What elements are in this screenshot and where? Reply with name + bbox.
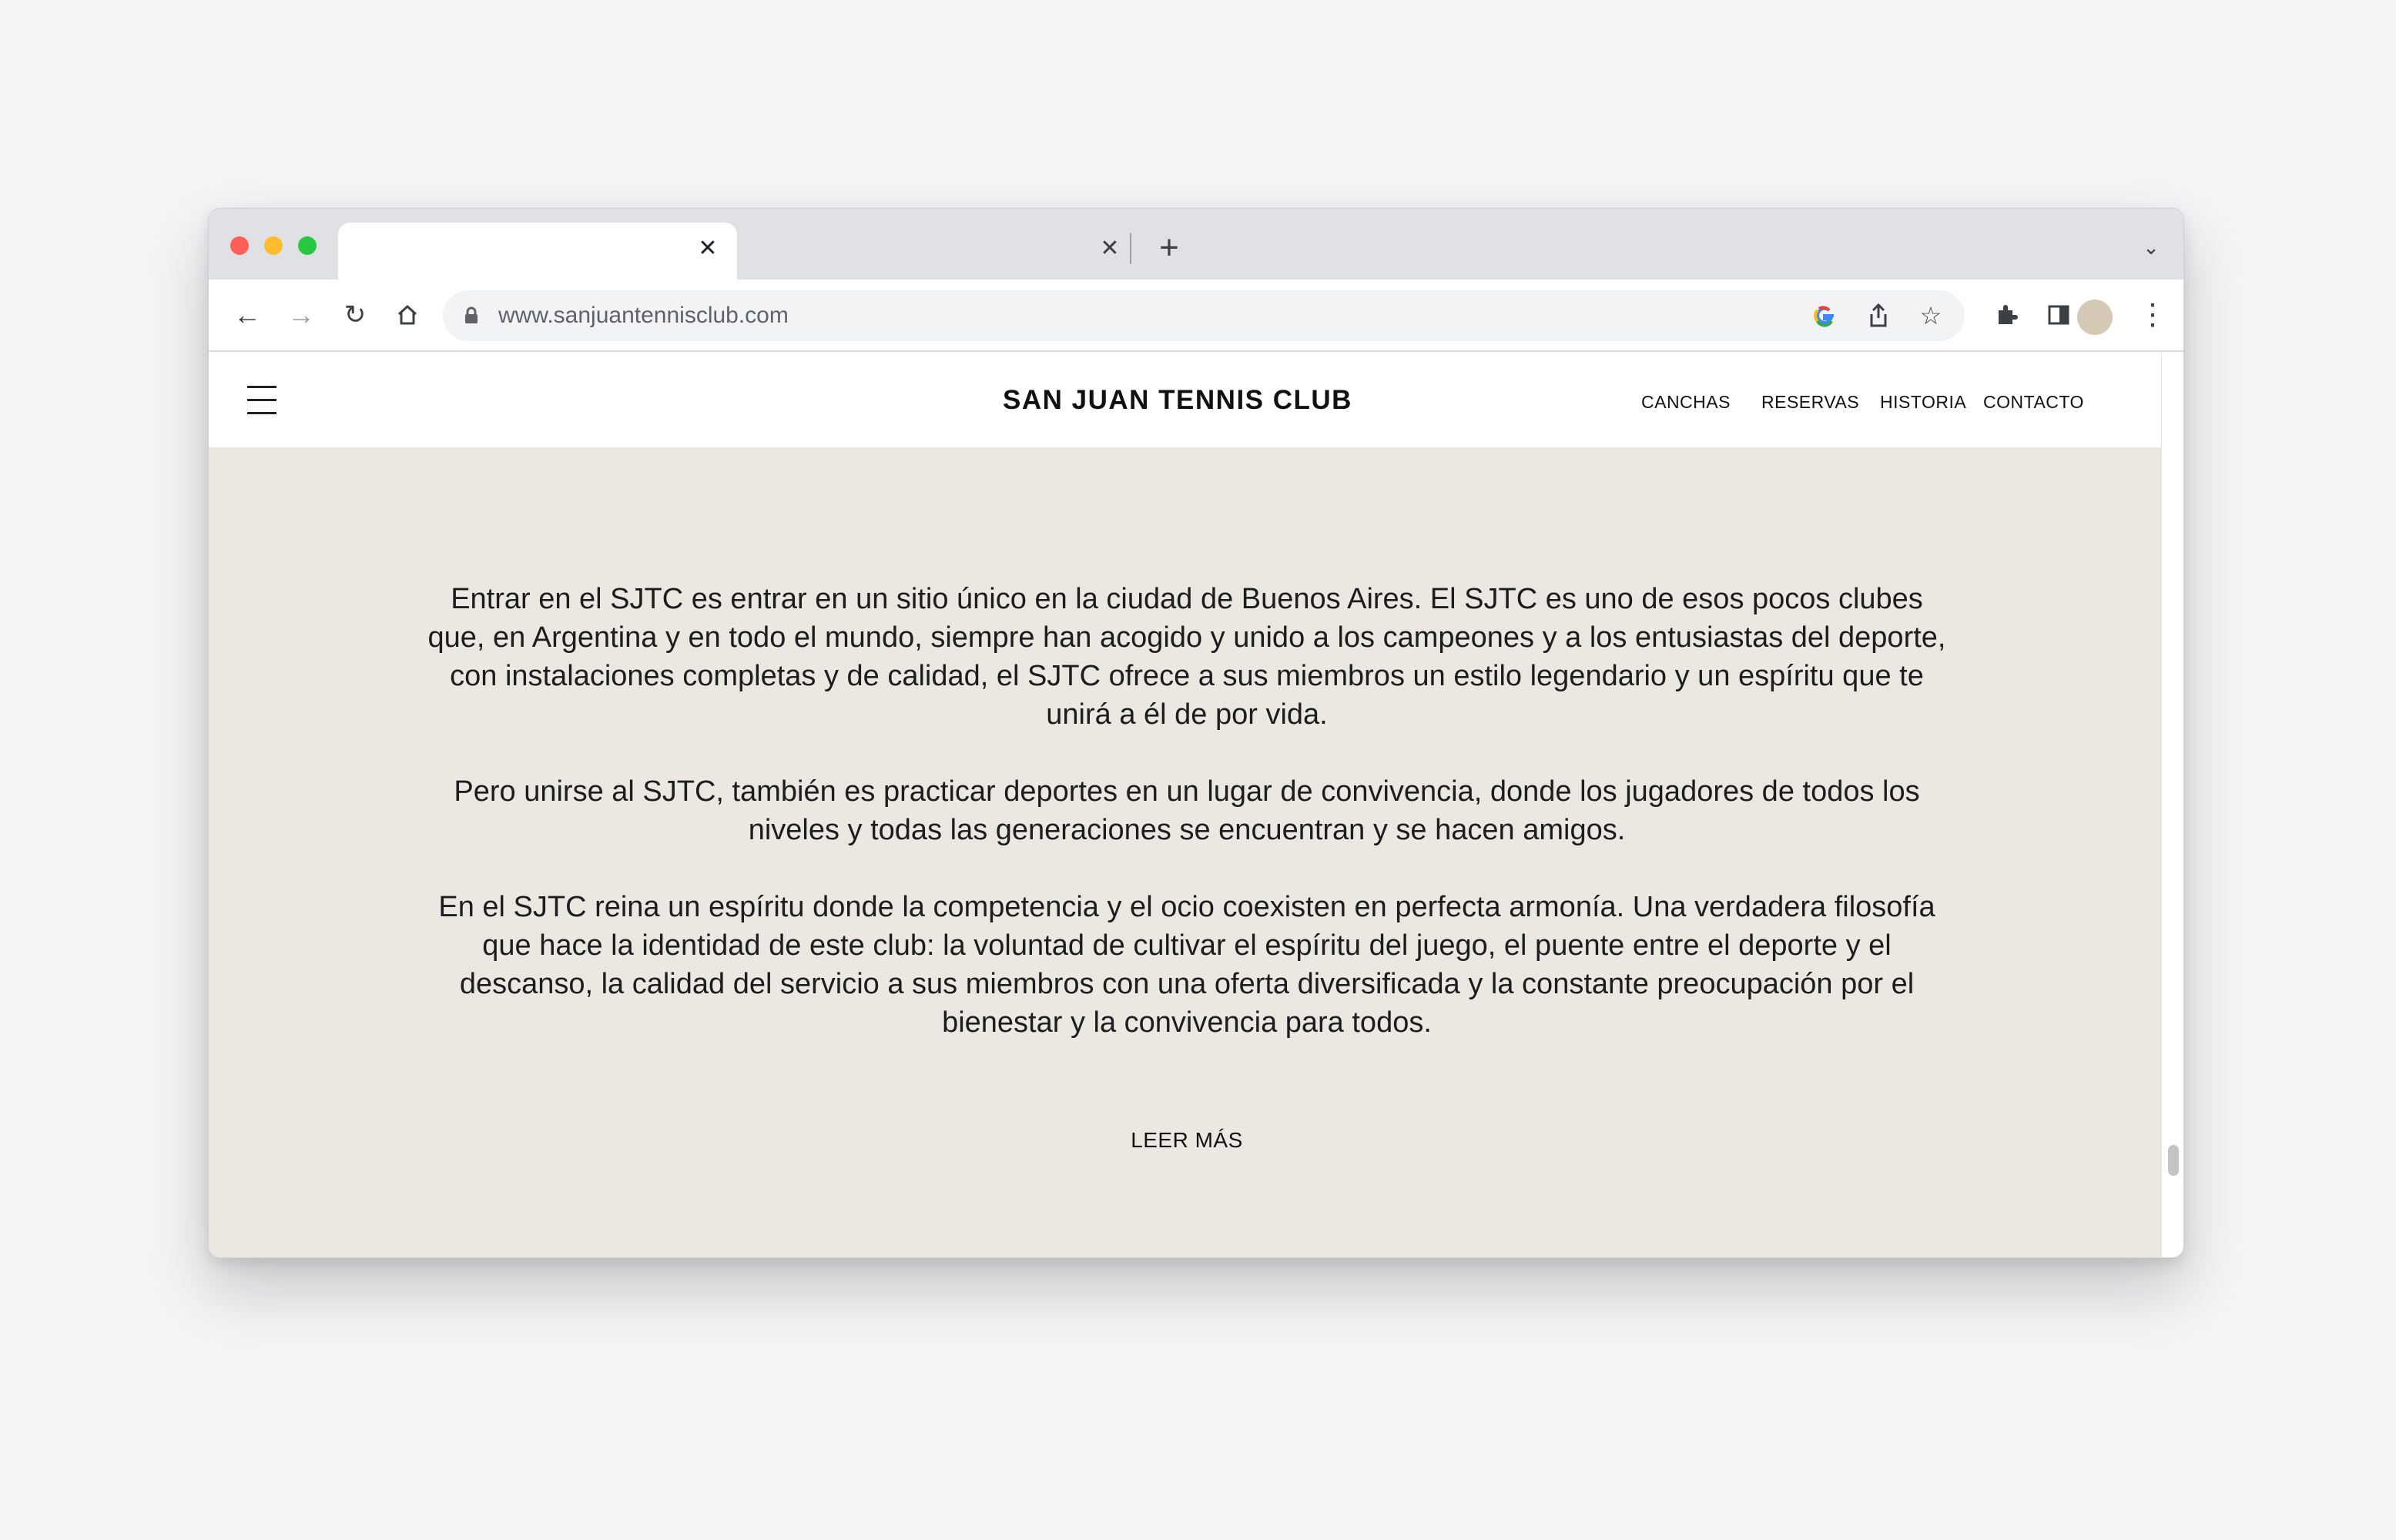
tab-separator xyxy=(1130,233,1131,264)
scrollbar[interactable] xyxy=(2161,352,2183,1257)
reload-icon[interactable]: ↻ xyxy=(343,300,367,330)
close-window-button[interactable] xyxy=(230,236,249,255)
url-text[interactable]: www.sanjuantennisclub.com xyxy=(498,303,789,328)
browser-toolbar xyxy=(209,280,2183,352)
browser-window xyxy=(208,208,2184,1258)
paragraph: Entrar en el SJTC es entrar en un sitio único en la ciudad de Buenos Aires. El SJTC es uno de esos pocos clubes que, en Argentina y en todo el mundo, siempre han acogido y unido a los campeones y a los entusiastas del deporte, con instalaciones completas y de calidad, el SJTC ofrece a sus miembros un estilo legendario y un espíritu que te unirá a él de por vida. xyxy=(427,583,1946,731)
maximize-window-button[interactable] xyxy=(298,236,317,255)
tab-strip xyxy=(209,209,2183,280)
home-icon[interactable] xyxy=(389,296,426,333)
site-title[interactable]: SAN JUAN TENNIS CLUB xyxy=(1003,385,1352,415)
back-arrow-icon[interactable]: ← xyxy=(233,299,261,330)
more-menu-icon[interactable]: ⋮ xyxy=(2138,299,2167,331)
intro-text xyxy=(424,580,1949,1080)
site-header xyxy=(209,352,2162,447)
profile-avatar[interactable] xyxy=(2077,300,2113,335)
forward-arrow-icon[interactable]: → xyxy=(287,299,315,330)
lock-icon[interactable] xyxy=(461,306,481,326)
nav-link-reservas[interactable]: RESERVAS xyxy=(1761,392,1860,412)
side-panel-icon[interactable] xyxy=(2040,296,2077,333)
minimize-window-button[interactable] xyxy=(264,236,283,255)
close-tab-icon[interactable]: ✕ xyxy=(698,236,718,261)
nav-link-contacto[interactable]: CONTACTO xyxy=(1983,392,2084,412)
scrollbar-thumb[interactable] xyxy=(2168,1145,2179,1176)
tab-search-chevron-icon[interactable]: ⌄ xyxy=(2143,236,2160,259)
new-tab-button[interactable]: + xyxy=(1159,229,1179,266)
hamburger-menu-icon[interactable] xyxy=(247,386,276,415)
nav-link-canchas[interactable]: CANCHAS xyxy=(1641,392,1731,412)
paragraph: Pero unirse al SJTC, también es practicar deportes en un lugar de convivencia, donde los jugadores de todos los niveles y todas las generaciones se encuentran y se hacen amigos. xyxy=(454,775,1920,846)
page-viewport xyxy=(209,352,2162,1257)
google-lens-icon[interactable] xyxy=(1806,297,1843,334)
address-bar[interactable] xyxy=(443,290,1965,341)
tab-active[interactable] xyxy=(338,223,737,280)
read-more-link[interactable]: LEER MÁS xyxy=(1131,1128,1243,1152)
nav-link-historia[interactable]: HISTORIA xyxy=(1880,392,1967,412)
paragraph: En el SJTC reina un espíritu donde la competencia y el ocio coexisten en perfecta armonía. Una verdadera filosofía que hace la identidad de este club: la voluntad de cultivar el espíritu del juego, el puente entre el deporte y el descanso, la calidad del servicio a sus miembros con una oferta diversificada y la constante preocupación por el bienestar y la convivencia para todos. xyxy=(438,891,1935,1039)
extensions-icon[interactable] xyxy=(1988,296,2025,333)
bookmark-star-icon[interactable]: ☆ xyxy=(1919,302,1942,330)
share-icon[interactable] xyxy=(1860,297,1897,334)
close-tab-icon[interactable]: ✕ xyxy=(1100,236,1120,261)
